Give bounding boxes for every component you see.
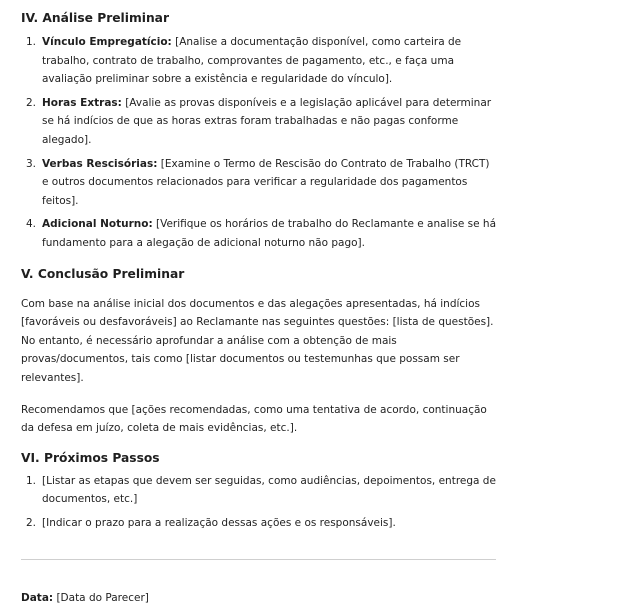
list-item <box>21 33 499 89</box>
list-item <box>21 94 499 150</box>
section-heading-analise: IV. Análise Preliminar <box>21 11 170 25</box>
item-text: [Avalie as provas disponíveis e a legislação aplicável para determinar se há indícios de que as horas extras foram trabalhadas e não pagas conforme alegado]. <box>42 96 492 146</box>
analise-list <box>21 33 499 253</box>
list-number: 2. <box>26 96 37 109</box>
list-number: 1. <box>26 36 37 48</box>
date-label: Data: <box>21 592 54 605</box>
recomendacao-paragraph: Recomendamos que [ações recomendadas, como uma tentativa de acordo, continuação da defesa em juízo, coleta de mais evidências, etc.]. <box>21 403 487 435</box>
list-number: 4. <box>26 218 37 231</box>
item-title: Horas Extras: <box>42 96 122 109</box>
item-text: [Examine o Termo de Rescisão do Contrato de Trabalho (TRCT) e outros documentos relacionados para verificar a regularidade dos pagamentos feitos]. <box>42 157 490 207</box>
list-item <box>21 215 499 252</box>
item-text: [Analise a documentação disponível, como carteira de trabalho, contrato de trabalho, comprovantes de pagamento, etc., e faça uma avaliação preliminar sobre a existência e regularidade do vínculo]. <box>42 36 462 86</box>
proximos-passos-list <box>21 472 499 533</box>
item-title: Vínculo Empregatício: <box>42 36 172 48</box>
list-item <box>21 514 499 533</box>
list-number: 2. <box>26 516 37 529</box>
list-item <box>21 472 499 509</box>
item-text: [Listar as etapas que devem ser seguidas, como audiências, depoimentos, entrega de documentos, etc.] <box>42 474 496 506</box>
conclusao-paragraph: Com base na análise inicial dos documentos e das alegações apresentadas, há indícios [favoráveis ou desfavoráveis] ao Reclamante nas seguintes questões: [lista de questões]. No entanto, é necessário aprofundar a análise com a obtenção de mais provas/documentos, tais como [listar documentos ou testemunhas que possam ser relevantes]. <box>21 297 494 384</box>
horizontal-divider <box>21 559 496 560</box>
section-heading-proximos-passos: VI. Próximos Passos <box>21 450 160 465</box>
list-number: 3. <box>26 157 37 170</box>
list-item <box>21 155 499 211</box>
item-text: [Indicar o prazo para a realização dessas ações e os responsáveis]. <box>42 516 396 529</box>
item-text: [Verifique os horários de trabalho do Reclamante e analise se há fundamento para a alegação de adicional noturno não pago]. <box>42 218 497 249</box>
document-body <box>21 11 499 608</box>
date-line <box>21 589 499 608</box>
list-number: 1. <box>26 474 37 487</box>
item-title: Adicional Noturno: <box>42 218 153 231</box>
date-value: [Data do Parecer] <box>53 592 149 605</box>
item-title: Verbas Rescisórias: <box>42 157 158 170</box>
section-heading-conclusao: V. Conclusão Preliminar <box>21 266 185 281</box>
